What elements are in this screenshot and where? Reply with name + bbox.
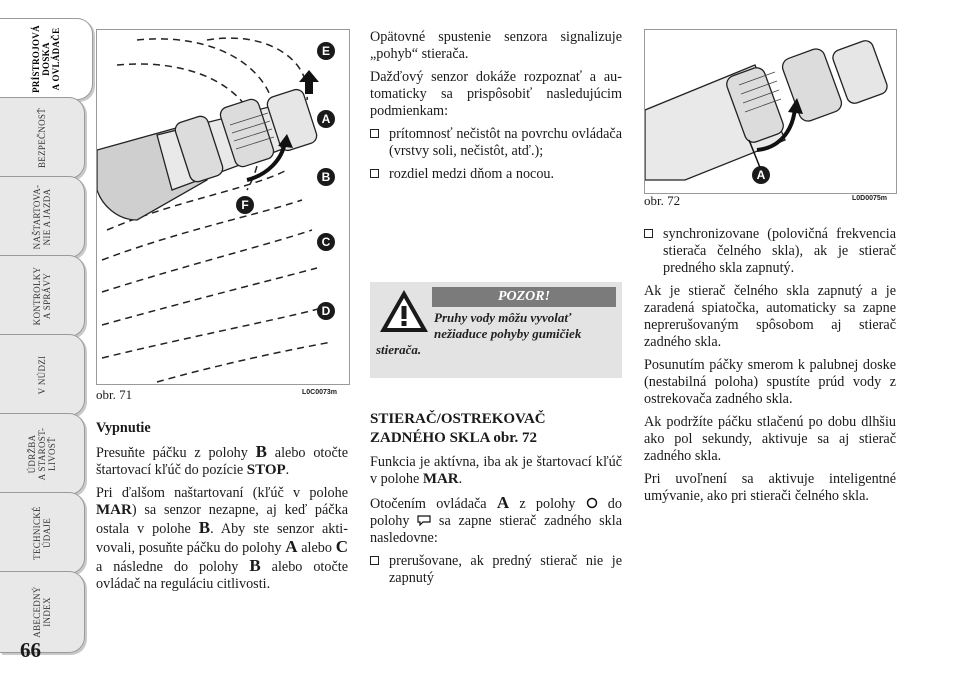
paragraph: Otočením ovládača A z polohy do polohy sa zapne stierač zadného skla nasledovne: (370, 493, 622, 546)
tab-kontrolky[interactable] (0, 255, 85, 337)
column-1 (96, 420, 348, 599)
list-item: rozdiel medzi dňom a nocou. (370, 166, 622, 183)
figure-71-caption: obr. 71 (96, 387, 133, 402)
section-title: STIERAČ/OSTREKOVAČ ZADNÉHO SKLA obr. 72 (370, 411, 546, 446)
tab-udrzba[interactable] (0, 413, 85, 495)
paragraph: Posunutím páčky smerom k palubnej doske (nestabilná poloha) spustíte prúd vody z ostrekovača zadného skla. (644, 357, 896, 407)
paragraph: Ak podržíte páčku stlačenú po dobu dlhšiu ako pol sekundy, aktivuje sa aj stierač zadného skla. (644, 414, 896, 464)
callout-d: D (317, 302, 335, 320)
warning-text: Pruhy vody môžu vyvolať nežiaduce pohyby gumičiek stierača. (376, 310, 582, 357)
tab-v-nudzi[interactable] (0, 334, 85, 416)
callout-b: B (317, 168, 335, 186)
subheading-vypnutie: Vypnutie (96, 420, 151, 436)
warning-box (370, 282, 622, 378)
figure-71-code: L0C0073m (302, 389, 338, 396)
paragraph: Funkcia je aktívna, iba ak je štartovací kľúč v polohe MAR. (370, 454, 622, 487)
figure-72-rear-wiper-stalk (644, 29, 897, 194)
paragraph: Dažďový senzor dokáže rozpoznať a automaticky sa prispôsobiť nasledujúcim podmienkam: (370, 69, 622, 119)
tab-label: TECHNICKÉ ÚDAJE (32, 506, 52, 560)
list-item: synchronizovane (polovičná frekvencia stierača čelného skla), ak je stierač predného skla zapnutý. (644, 226, 896, 277)
callout-e: E (317, 42, 335, 60)
tab-label: ABECEDNÝ INDEX (32, 586, 52, 638)
bullet-box-icon (370, 556, 379, 565)
paragraph: Pri ďalšom naštartovaní (kľúč v polohe MAR) sa senzor nezapne, aj keď páčka ostala v polohe B. Aby ste senzor aktivovali, posuňte páčku do polohy A alebo C a následne do polohy B alebo otočte ovládač na reguláciu citlivosti. (96, 485, 349, 592)
tab-technicke-udaje[interactable] (0, 492, 85, 574)
list-item: prerušovane, ak predný stierač nie je zapnutý (370, 553, 622, 587)
rear-wiper-icon (417, 514, 431, 526)
tab-label: ÚDRŽBA A STAROST- LIVOSŤ (27, 427, 57, 481)
column-2-lower (370, 410, 622, 593)
bullet-box-icon (644, 229, 653, 238)
paragraph: Ak je stierač čelného skla zapnutý a je zaradená spiatočka, automaticky sa zapne neprerušovaným spôsobom aj stierač zadného skla. (644, 283, 896, 350)
column-3 (644, 226, 896, 511)
tab-pristrojova-doska[interactable] (0, 18, 93, 100)
callout-a: A (752, 166, 770, 184)
paragraph: Opätovné spustenie senzora signalizuje „pohyb“ stierača. (370, 29, 622, 62)
callout-f: F (236, 196, 254, 214)
list-item: prítomnosť nečistôt na povrchu ovládača (vrstvy soli, nečistôt, atď.); (370, 126, 622, 160)
paragraph: Presuňte páčku z polohy B alebo otočte štartovací kľúč do pozície STOP. (96, 442, 348, 478)
tab-abecedny-index[interactable] (0, 571, 85, 653)
tab-label: BEZPEČNOSŤ (37, 107, 47, 169)
chapter-tabs (0, 18, 96, 648)
page-number: 66 (20, 638, 41, 662)
bullet-box-icon (370, 129, 379, 138)
bullet-box-icon (370, 169, 379, 178)
callout-a: A (317, 110, 335, 128)
figure-71-wiper-stalk (96, 29, 350, 385)
column-2 (370, 29, 622, 189)
tab-label: PRÍSTROJOVÁ DOSKA A OVLÁDAČE (31, 25, 61, 93)
figure-72-caption: obr. 72 (644, 193, 681, 208)
tab-label: V NÚDZI (37, 355, 47, 395)
tab-label: KONTROLKY A SPRÁVY (32, 266, 52, 326)
tab-bezpecnost[interactable] (0, 97, 85, 179)
wiper-stalk-illustration (97, 30, 349, 384)
rear-wiper-stalk-illustration (645, 30, 896, 193)
tab-nastartovanie[interactable] (0, 176, 85, 258)
warning-title: POZOR! (432, 287, 616, 307)
tab-label: NAŠTARTOVA- NIE A JAZDA (32, 184, 52, 250)
paragraph: Pri uvoľnení sa aktivuje inteligentné umývanie, ako pri stierači čelného skla. (644, 471, 896, 504)
callout-c: C (317, 233, 335, 251)
off-position-icon (586, 497, 598, 509)
figure-72-code: L0D0075m (852, 195, 888, 202)
